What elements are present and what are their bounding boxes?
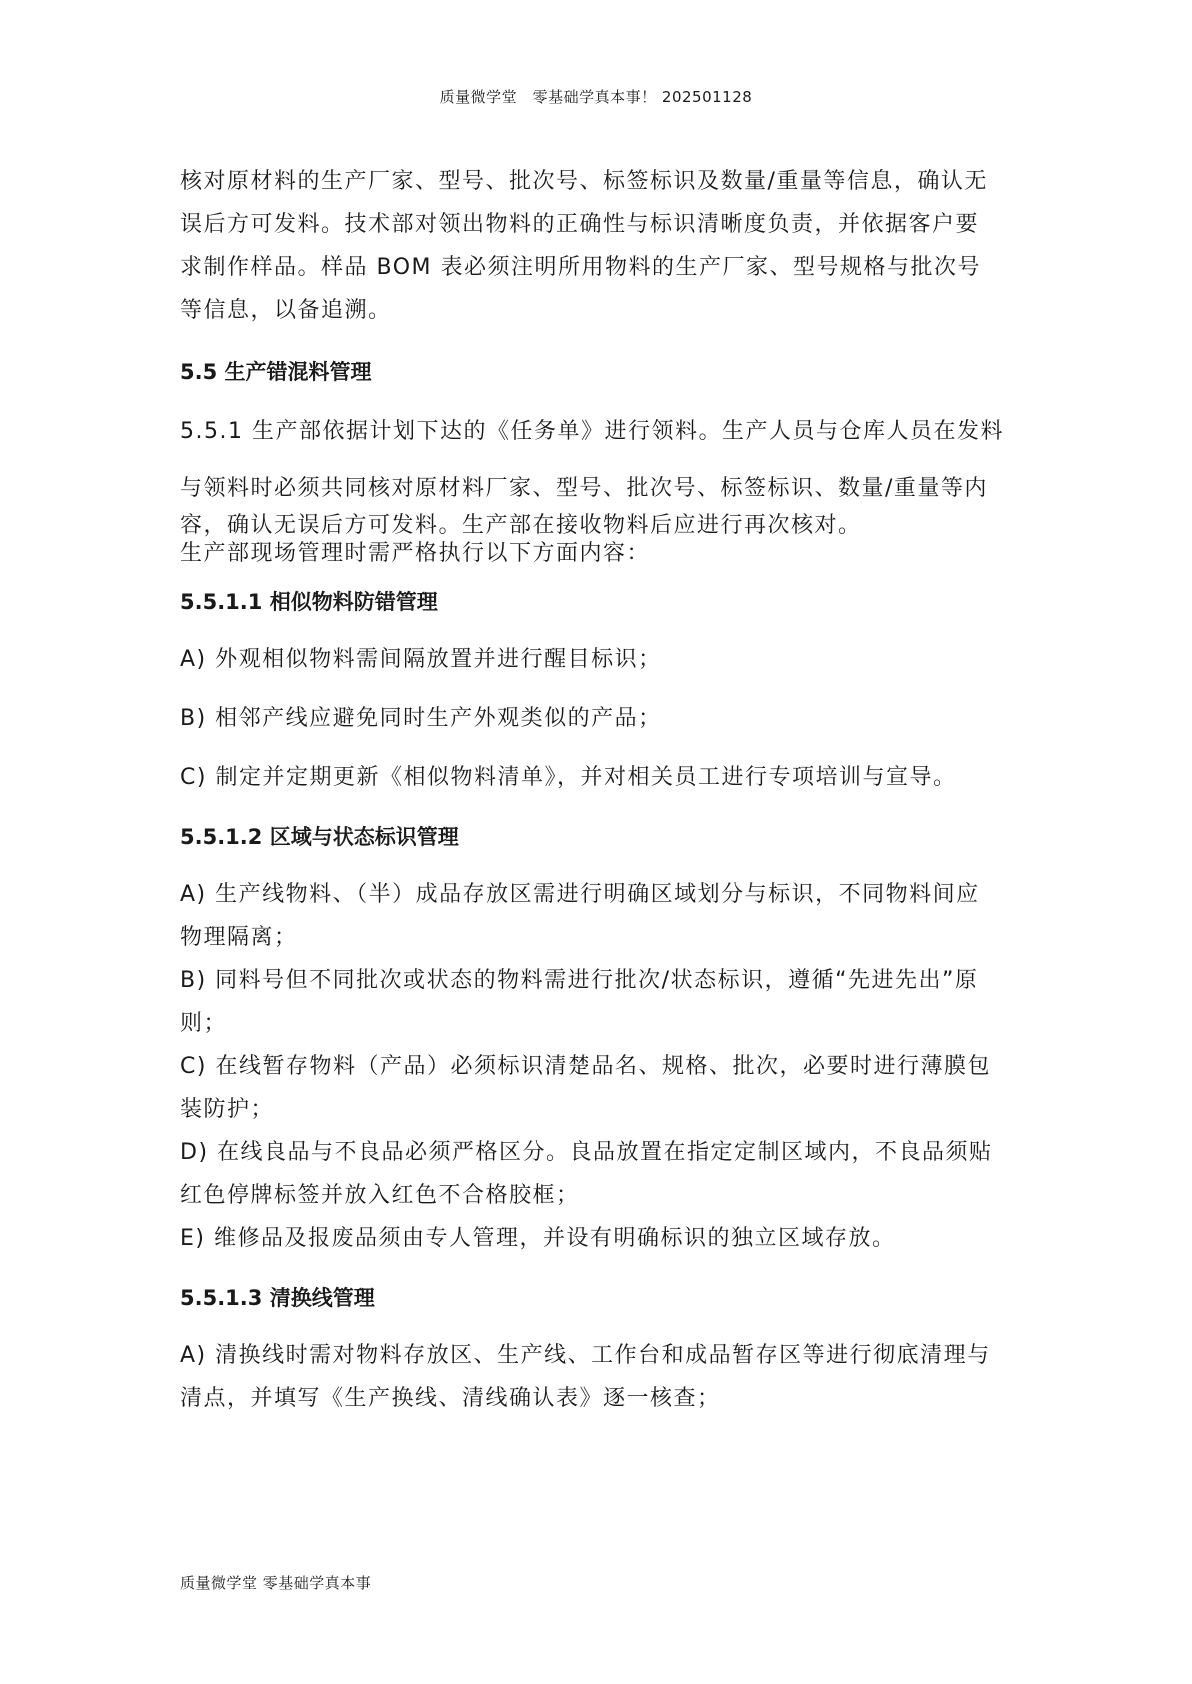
- text-line: 物理隔离；: [180, 925, 298, 950]
- list-item: B) 同料号但不同批次或状态的物料需进行批次/状态标识，遵循“先进先出”原: [180, 968, 979, 993]
- text-line: 容，确认无误后方可发料。生产部在接收物料后应进行再次核对。: [180, 513, 862, 538]
- text-line: 5.5.1 生产部依据计划下达的《任务单》进行领料。生产人员与仓库人员在发料: [180, 419, 1004, 444]
- text-line: 则；: [180, 1011, 228, 1036]
- list-item: A) 外观相似物料需间隔放置并进行醒目标识；: [180, 647, 662, 672]
- list-item: E) 维修品及报废品须由专人管理，并设有明确标识的独立区域存放。: [180, 1226, 896, 1251]
- text-line: 装防护；: [180, 1097, 275, 1122]
- section-heading-5-5-1-1: 5.5.1.1 相似物料防错管理: [180, 590, 438, 614]
- text-line: 求制作样品。样品 BOM 表必须注明所用物料的生产厂家、型号规格与批次号: [180, 255, 981, 280]
- section-heading-5-5-1-2: 5.5.1.2 区域与状态标识管理: [180, 825, 459, 849]
- page-header: 质量微学堂 零基础学真本事！ 202501128: [439, 88, 753, 106]
- text-line: 清点，并填写《生产换线、清线确认表》逐一核查；: [180, 1386, 721, 1411]
- text-line: 生产部现场管理时需严格执行以下方面内容：: [180, 541, 651, 566]
- list-item: A) 清换线时需对物料存放区、生产线、工作台和成品暂存区等进行彻底清理与: [180, 1343, 991, 1368]
- list-item: C) 制定并定期更新《相似物料清单》，并对相关员工进行专项培训与宣导。: [180, 765, 957, 790]
- list-item: C) 在线暂存物料（产品）必须标识清楚品名、规格、批次，必要时进行薄膜包: [180, 1054, 991, 1079]
- text-line: 核对原材料的生产厂家、型号、批次号、标签标识及数量/重量等信息，确认无: [180, 169, 988, 194]
- text-line: 等信息，以备追溯。: [180, 298, 392, 323]
- list-item: A) 生产线物料、（半）成品存放区需进行明确区域划分与标识，不同物料间应: [180, 882, 980, 907]
- section-heading-5-5: 5.5 生产错混料管理: [180, 360, 372, 384]
- text-line: 与领料时必须共同核对原材料厂家、型号、批次号、标签标识、数量/重量等内: [180, 476, 988, 501]
- list-item: D) 在线良品与不良品必须严格区分。良品放置在指定定制区域内，不良品须贴: [180, 1140, 993, 1165]
- section-heading-5-5-1-3: 5.5.1.3 清换线管理: [180, 1286, 375, 1310]
- text-line: 误后方可发料。技术部对领出物料的正确性与标识清晰度负责，并依据客户要: [180, 212, 980, 237]
- text-line: 红色停牌标签并放入红色不合格胶框；: [180, 1183, 580, 1208]
- page-footer: 质量微学堂 零基础学真本事: [180, 1574, 372, 1592]
- document-body: [180, 160, 1020, 1420]
- intro-paragraph: [180, 160, 1020, 332]
- list-item: B) 相邻产线应避免同时生产外观类似的产品；: [180, 706, 662, 731]
